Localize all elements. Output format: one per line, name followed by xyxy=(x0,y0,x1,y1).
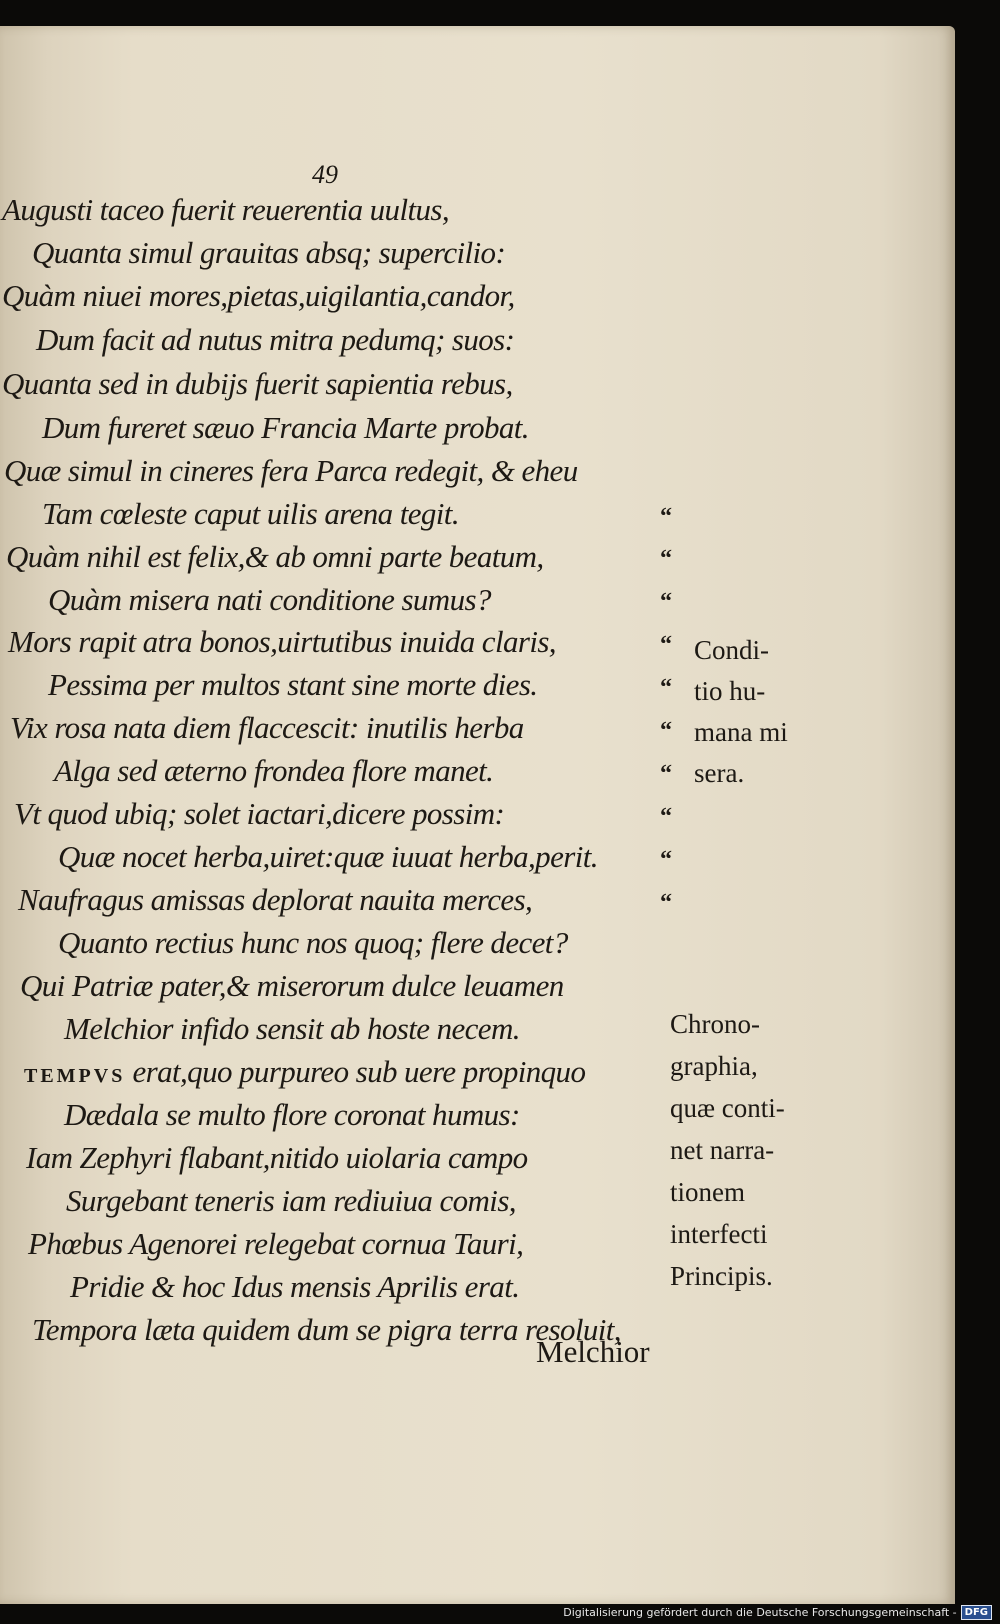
margin-note-line: tionem xyxy=(670,1177,745,1207)
verse-line-6: Dum fureret sæuo Francia Marte probat. xyxy=(42,410,529,445)
verse-line-16: Quæ nocet herba,uiret:quæ iuuat herba,perit. xyxy=(58,839,598,874)
quote-mark: “ xyxy=(660,718,672,744)
page-number: 49 xyxy=(312,160,338,189)
verse-line-24: Surgebant teneris iam rediuiua comis, xyxy=(66,1183,516,1218)
verse-line-25: Phœbus Agenorei relegebat cornua Tauri, xyxy=(28,1226,524,1261)
verse-line-7: Quæ simul in cineres fera Parca redegit, & eheu xyxy=(4,453,578,488)
verse-line-5: Quanta sed in dubijs fuerit sapientia rebus, xyxy=(2,366,513,401)
verse-line-12: Pessima per multos stant sine morte dies. xyxy=(48,667,538,702)
quote-mark: “ xyxy=(660,632,672,658)
verse-line-8: Tam cœleste caput uilis arena tegit. xyxy=(42,496,459,531)
quote-mark: “ xyxy=(660,589,672,615)
verse-line-10: Quàm misera nati conditione sumus? xyxy=(48,582,491,617)
verse-line-23: Iam Zephyri flabant,nitido uiolaria campo xyxy=(26,1140,528,1175)
verse-line-22: Dædala se multo flore coronat humus: xyxy=(64,1097,520,1132)
quote-mark: “ xyxy=(660,890,672,916)
verse-line-27: Tempora læta quidem dum se pigra terra resoluit, xyxy=(32,1312,621,1347)
margin-note-line: tio hu- xyxy=(694,676,766,706)
verse-line-17: Naufragus amissas deplorat nauita merces, xyxy=(18,882,533,917)
margin-note-line: quæ conti- xyxy=(670,1093,785,1123)
margin-note-line: interfecti xyxy=(670,1219,768,1249)
catchword: Melchior xyxy=(536,1334,650,1369)
margin-note-line: graphia, xyxy=(670,1051,758,1081)
verse-line-14: Alga sed æterno frondea flore manet. xyxy=(54,753,494,788)
verse-line-15: Vt quod ubiq; solet iactari,dicere possim: xyxy=(14,796,505,831)
quote-mark: “ xyxy=(660,675,672,701)
verse-line-20: Melchior infido sensit ab hoste necem. xyxy=(64,1011,520,1046)
digitization-credit xyxy=(563,1602,992,1622)
quote-mark: “ xyxy=(660,804,672,830)
tempus-smallcaps: TEMPVS xyxy=(24,1065,126,1087)
book-page xyxy=(0,26,955,1604)
margin-note-condicio xyxy=(694,630,788,794)
credit-text: Digitalisierung gefördert durch die Deutsche Forschungsgemeinschaft - xyxy=(563,1605,957,1619)
verse-line-13: Vix rosa nata diem flaccescit: inutilis herba xyxy=(10,710,524,745)
margin-note-line: Principis. xyxy=(670,1261,773,1291)
verse-line-2: Quanta simul grauitas absq; supercilio: xyxy=(32,235,506,270)
verse-line-3: Quàm niuei mores,pietas,uigilantia,candor, xyxy=(2,278,515,313)
margin-note-line: mana mi xyxy=(694,717,788,747)
quote-mark: “ xyxy=(660,504,672,530)
verse-line-21-text: erat,quo purpureo sub uere propinquo xyxy=(132,1054,586,1089)
verse-line-18: Quanto rectius hunc nos quoq; flere decet? xyxy=(58,925,568,960)
margin-note-line: Chrono- xyxy=(670,1009,760,1039)
verse-line-1: Augusti taceo fuerit reuerentia uultus, xyxy=(2,192,449,227)
verse-line-11: Mors rapit atra bonos,uirtutibus inuida claris, xyxy=(8,624,556,659)
quote-mark: “ xyxy=(660,761,672,787)
verse-line-26: Pridie & hoc Idus mensis Aprilis erat. xyxy=(70,1269,520,1304)
margin-note-chronographia xyxy=(670,1003,785,1297)
verse-line-19: Qui Patriæ pater,& miserorum dulce leuamen xyxy=(20,968,564,1003)
margin-note-line: Condi- xyxy=(694,635,770,665)
verse-line-9: Quàm nihil est felix,& ab omni parte beatum, xyxy=(6,539,544,574)
quote-mark: “ xyxy=(660,847,672,873)
dfg-logo: DFG xyxy=(961,1605,992,1620)
quote-mark: “ xyxy=(660,546,672,572)
verse-line-21 xyxy=(24,1054,585,1090)
margin-note-line: sera. xyxy=(694,758,745,788)
verse-line-4: Dum facit ad nutus mitra pedumq; suos: xyxy=(36,322,515,357)
margin-note-line: net narra- xyxy=(670,1135,775,1165)
